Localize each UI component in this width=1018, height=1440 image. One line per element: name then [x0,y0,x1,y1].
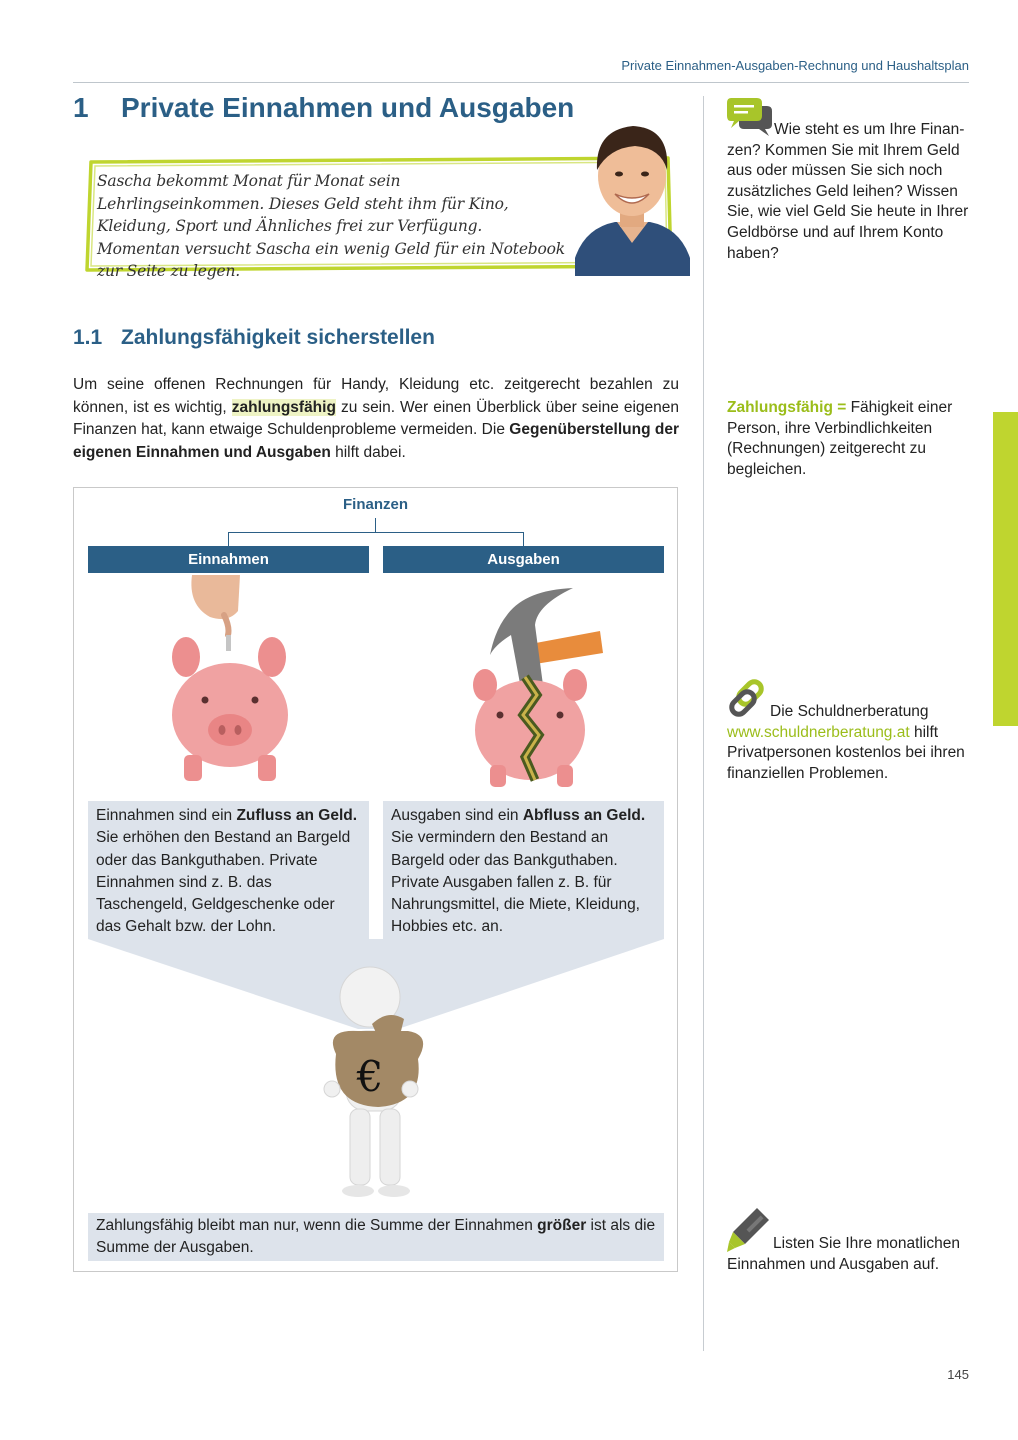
sidebar-task: Listen Sie Ihre monatlichen Einnahmen und Ausgaben auf. [727,1235,960,1273]
sidebar-definition [727,398,972,480]
summary-text: Zahlungsfähig bleibt man nur, wenn die Summe der Einnahmen [96,1217,538,1234]
sidebar-link-note [727,702,972,784]
section-title-text: Zahlungsfähigkeit sicherstellen [121,326,435,349]
link-note-text: Die Schuldnerberatung [770,703,929,720]
intro-text: Sascha bekommt Monat für Monat sein Lehrlingseinkommen. Dieses Geld steht ihm für Kino, Kleidung, Sport und Ähnliches frei zur Verfügung. Momentan versucht Sascha ein wenig Geld für ein Notebook zur Seite zu legen. [97,172,565,280]
definition-text: Fähigkeit einer Person, ihre Verbindlichkeiten (Rechnungen) zeitgerecht zu begleichen. [727,399,953,478]
info-bold: Abfluss an Geld. [522,807,646,824]
body-paragraph [73,374,679,464]
expenses-heading: Ausgaben [383,546,664,573]
header-rule [73,82,969,83]
info-text: Einnahmen sind ein [96,807,237,824]
diagram-connector [523,532,524,546]
chapter-title-text: Private Einnahmen und Ausgaben [121,92,575,123]
summary-box [88,1213,664,1261]
section-number: 1.1 [73,326,103,349]
info-text: Ausgaben sind ein [391,807,523,824]
info-text: Sie vermindern den Bestand an Bargeld oder das Bankguthaben. Private Ausgaben fallen z. B. für Nahrungsmittel, die Miete, Kleidung, Hobbies etc. an. [391,829,640,936]
diagram-root-label: Finanzen [342,496,408,513]
highlighted-term: zahlungsfähig [231,398,336,416]
funnel-figure-illustration [88,939,664,1204]
paragraph-bold: Gegenüberstellung der eigenen Einnahmen und Ausgaben [73,421,680,461]
piggy-bank-coin-image [150,575,310,790]
chapter-number: 1 [73,92,89,123]
expenses-info-box [383,801,664,939]
schuldnerberatung-link[interactable]: www.schuldnerberatung.at [727,723,910,741]
info-text: Sie erhöhen den Bestand an Bargeld oder das Bankguthaben. Private Einnahmen sind z. B. das Taschengeld, Geldgeschenke oder das Gehalt bzw. der Lohn. [96,829,351,936]
euro-symbol: € [356,1052,384,1101]
paragraph-text: hilft dabei. [330,443,406,461]
student-portrait [575,118,690,276]
sidebar-question: Wie steht es um Ihre Finanzen? Kommen Sie mit Ihrem Geld aus oder müssen Sie sich noch zusätzliches Geld leihen? Wissen Sie, wie viel Geld Sie heute in Ihrer Geldbörse und auf Ihrem Konto haben? [727,121,969,262]
chapter-title [73,92,574,124]
summary-text: ist als die Summe der Ausgaben. [96,1217,656,1257]
chapter-side-tab [993,412,1018,726]
income-info-box [88,801,369,939]
info-bold: Zufluss an Geld. [236,807,358,824]
income-heading: Einnahmen [88,546,369,573]
diagram-connector [228,532,524,533]
summary-bold: größer [537,1217,587,1234]
diagram-connector [375,518,376,532]
diagram-connector [228,532,229,546]
column-divider [703,96,704,1351]
page-number: 145 [947,1367,969,1382]
broken-piggy-bank-image [455,585,605,795]
running-header: Private Einnahmen-Ausgaben-Rechnung und Haushaltsplan [621,58,969,73]
link-note-text: hilft Privatpersonen kostenlos bei ihren finanziellen Problemen. [727,723,965,782]
section-title [73,326,435,350]
paragraph-text: Um seine offenen Rechnungen für Handy, Kleidung etc. zeitgerecht bezahlen zu können, ist es wichtig, [73,376,679,416]
paragraph-text: zu sein. Wer einen Überblick über seine eigenen Finanzen hat, kann etwaige Schuldenprobleme vermeiden. Die [73,398,679,438]
definition-term: Zahlungsfähig = [727,399,847,416]
